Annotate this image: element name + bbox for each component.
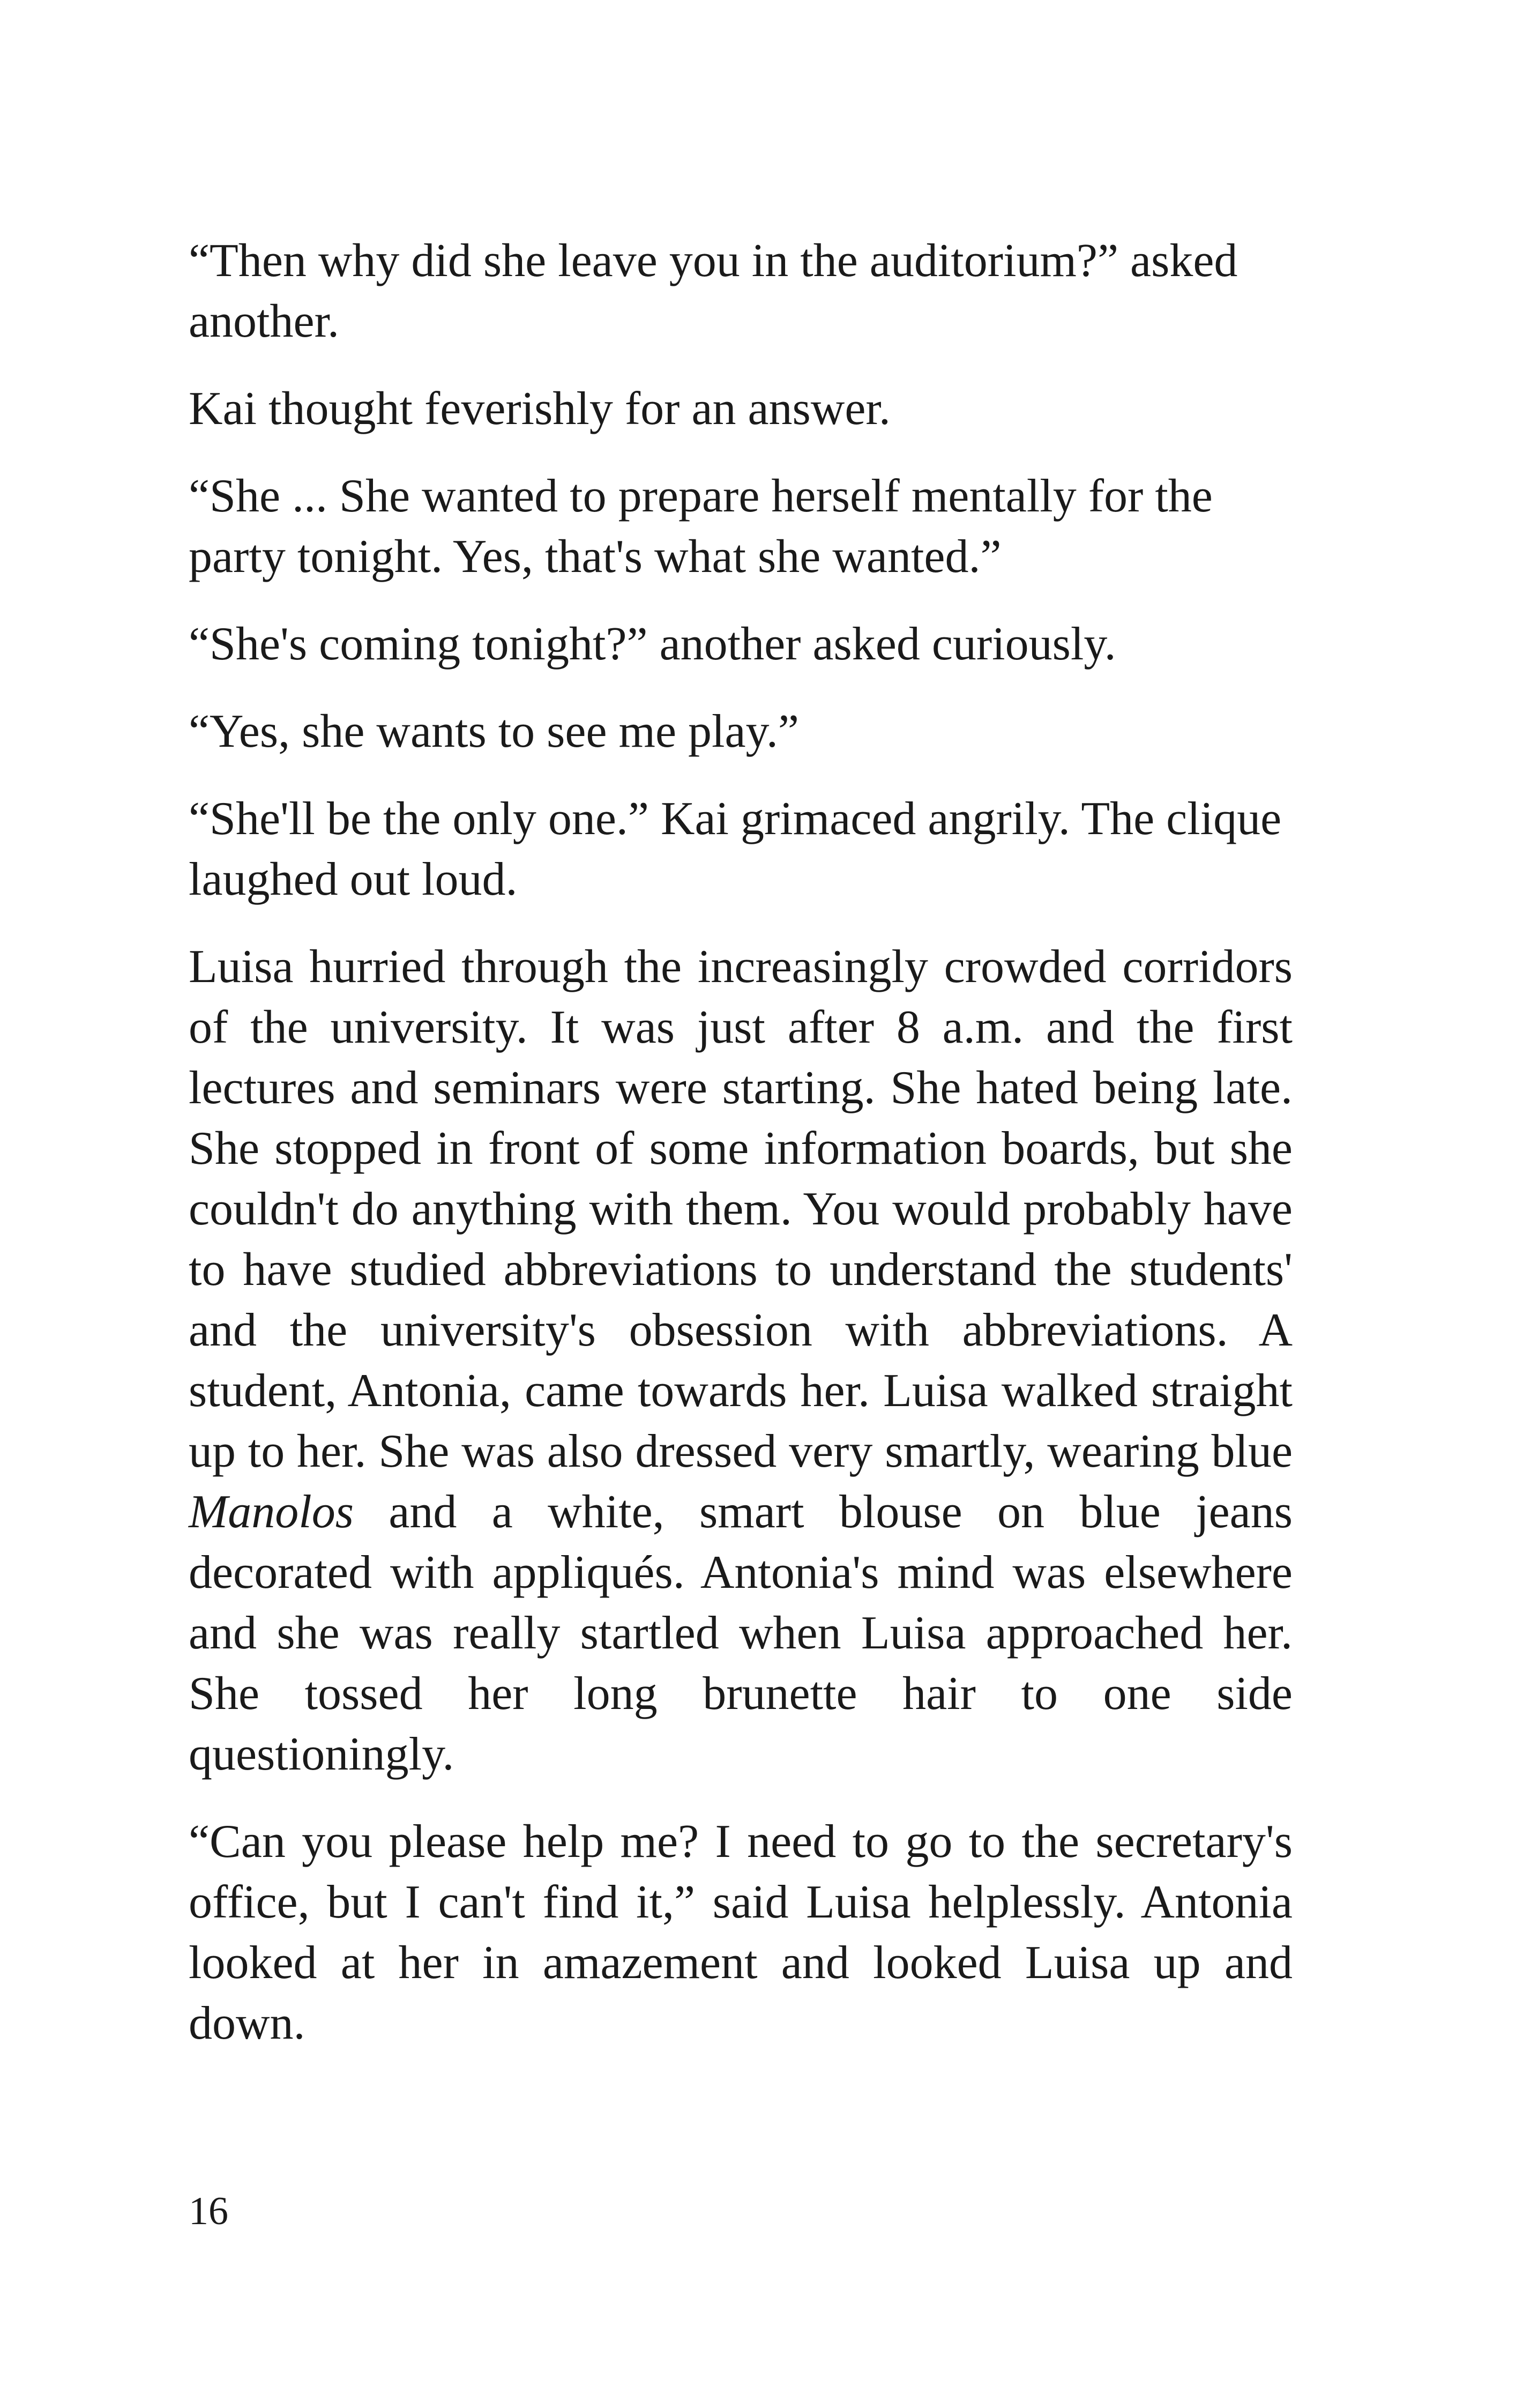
page-number: 16 <box>189 2189 228 2233</box>
paragraph-5: “Yes, she wants to see me play.” <box>189 705 799 757</box>
paragraph-4: “She's coming tonight?” another asked curiously. <box>189 618 1116 670</box>
paragraph-2: Kai thought feverishly for an answer. <box>189 383 891 435</box>
body-text <box>189 231 1293 2080</box>
paragraph-1: “Then why did she leave you in the auditorium?” asked another. <box>189 235 1238 347</box>
paragraph-7-text-a: Luisa hurried through the increasingly crowded corridors of the university. It was just after 8 a.m. and the first lectures and seminars were starting. She hated being late. She stopped in front of some information boards, but she couldn't do anything with them. You would probably have to have studied abbreviations to understand the students' and the university's obsession with abbreviations. A student, Antonia, came towards her. Luisa walked straight up to her. She was also dressed very smartly, wearing blue <box>189 941 1293 1477</box>
paragraph-7-text-b: and a white, smart blouse on blue jeans decorated with appliqués. Antonia's mind was elsewhere and she was really startled when Luisa approached her. She tossed her long brunette hair to one side questioningly. <box>189 1486 1293 1780</box>
paragraph-6: “She'll be the only one.” Kai grimaced angrily. The clique laughed out loud. <box>189 793 1282 905</box>
paragraph-3: “She ... She wanted to prepare herself mentally for the party tonight. Yes, that's what she wanted.” <box>189 470 1213 583</box>
paragraph-7 <box>189 937 1293 1785</box>
paragraph-7-italic-brand: Manolos <box>189 1486 354 1538</box>
paragraph-8: “Can you please help me? I need to go to the secretary's office, but I can't find it,” said Luisa helplessly. Antonia looked at her in amazement and looked Luisa up and down. <box>189 1816 1293 2049</box>
